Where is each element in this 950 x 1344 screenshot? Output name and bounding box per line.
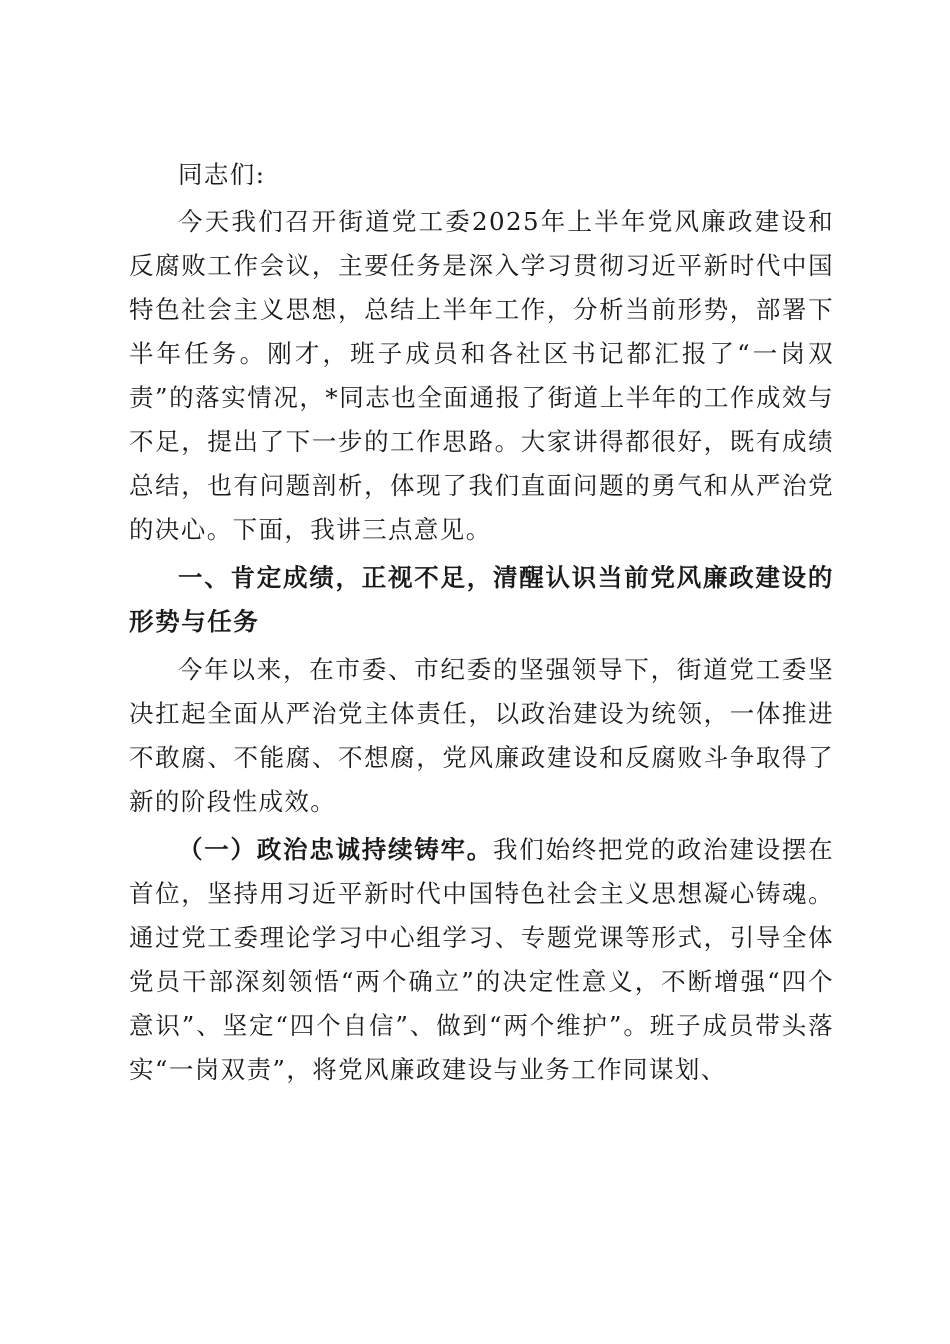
greeting: 同志们:	[178, 160, 266, 189]
subsection-one-body: 我们始终把党的政治建设摆在首位，坚持用习近平新时代中国特色社会主义思想凝心铸魂。通过党工委理论学习中心组学习、专题党课等形式，引导全体党员干部深刻领悟“两个确立”的决定性意义，不断增强“四个意识”、坚定“四个自信”、做到“两个维护”。班子成员带头落实“一岗双责”，将党风廉政建设与业务工作同谋划、	[129, 835, 834, 1084]
intro-paragraph: 今天我们召开街道党工委2025年上半年党风廉政建设和反腐败工作会议，主要任务是深入学习贯彻习近平新时代中国特色社会主义思想，总结上半年工作，分析当前形势，部署下半年任务。刚才，班子成员和各社区书记都汇报了“一岗双责”的落实情况，*同志也全面通报了街道上半年的工作成效与不足，提出了下一步的工作思路。大家讲得都很好，既有成绩总结，也有问题剖析，体现了我们直面问题的勇气和从严治党的决心。下面，我讲三点意见。	[129, 207, 834, 544]
subsection-one-lead: （一）政治忠诚持续铸牢。	[178, 835, 494, 864]
subsection-one-paragraph	[129, 828, 834, 1092]
document-body	[129, 153, 834, 1092]
section-one-heading: 一、肯定成绩，正视不足，清醒认识当前党风廉政建设的形势与任务	[129, 563, 834, 636]
section-one-paragraph: 今年以来，在市委、市纪委的坚强领导下，街道党工委坚决扛起全面从严治党主体责任，以政治建设为统领，一体推进不敢腐、不能腐、不想腐，党风廉政建设和反腐败斗争取得了新的阶段性成效。	[129, 655, 834, 816]
